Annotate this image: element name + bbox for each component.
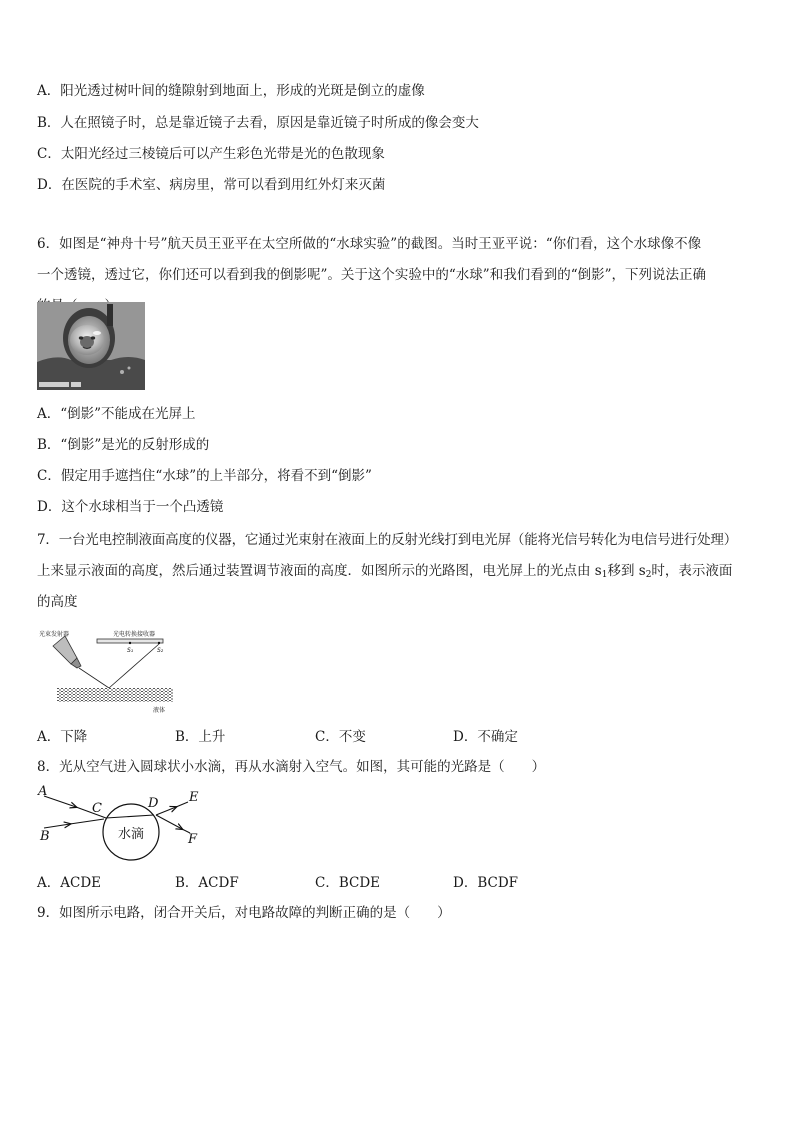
ray-d-to-e-tail xyxy=(176,802,188,807)
q7-option-a: A．下降 xyxy=(37,729,88,745)
incident-ray xyxy=(79,668,109,688)
q8-option-b: B．ACDF xyxy=(175,875,239,891)
ray-d-to-e xyxy=(156,807,176,815)
s1-label: S₁ xyxy=(127,647,134,654)
point-f-label: F xyxy=(188,832,198,847)
q7-option-b: B．上升 xyxy=(175,729,226,745)
q7-stem-line-2-a: 上来显示液面的高度，然后通过装置调节液面的高度．如图所示的光路图，电光屏上的光点由 s xyxy=(37,563,602,579)
q7-stem-line-2-b: 移到 s xyxy=(607,563,646,579)
liquid-label: 液体 xyxy=(153,707,166,714)
q6-option-d: D．这个水球相当于一个凸透镜 xyxy=(37,499,224,515)
q7-stem-line-3: 的高度 xyxy=(37,594,78,610)
q7-options xyxy=(37,727,757,747)
q6-stem-line-2: 一个透镜，透过它，你们还可以看到我的倒影呢”。关于这个实验中的“水球”和我们看到的“倒影”，下列说法正确 xyxy=(37,267,707,283)
q9-stem: 9．如图所示电路，闭合开关后，对电路故障的判断正确的是（ ） xyxy=(37,905,451,921)
q7-option-d: D．不确定 xyxy=(453,729,518,745)
q6-option-b: B．“倒影”是光的反射形成的 xyxy=(37,437,210,453)
q7-light-path-figure xyxy=(37,622,177,718)
q7-stem-line-1: 7．一台光电控制液面高度的仪器，它通过光束射在液面上的反射光线打到电光屏（能将光信号转化为电信号进行处理） xyxy=(37,532,737,548)
q7-stem-line-2-c: 时，表示液面 xyxy=(651,563,733,579)
liquid-surface xyxy=(57,688,173,702)
s2-label: S₂ xyxy=(157,647,164,654)
q5-option-a: A．阳光透过树叶间的缝隙射到地面上，形成的光斑是倒立的虚像 xyxy=(37,83,425,99)
q8-stem: 8．光从空气进入圆球状小水滴，再从水滴射入空气。如图，其可能的光路是（ ） xyxy=(37,759,546,775)
receiver-label: 光电转换接收器 xyxy=(113,631,156,638)
point-b-label: B xyxy=(40,829,50,844)
q5-option-c: C．太阳光经过三棱镜后可以产生彩色光带是光的色散现象 xyxy=(37,146,385,162)
point-e-label: E xyxy=(189,790,199,805)
emitter-label: 光束发射器 xyxy=(39,631,70,638)
q8-option-c: C．BCDE xyxy=(315,875,381,891)
q8-water-drop-figure xyxy=(36,782,204,864)
ray-b-to-c xyxy=(70,819,104,824)
q8-option-d: D．BCDF xyxy=(453,875,519,891)
q7-stem-line-2 xyxy=(37,561,732,585)
water-ball-photo xyxy=(37,302,145,390)
reflected-ray xyxy=(109,644,159,688)
q5-option-d: D．在医院的手术室、病房里，常可以看到用红外灯来灭菌 xyxy=(37,177,386,193)
point-a-label: A xyxy=(38,784,48,799)
q6-option-c: C．假定用手遮挡住“水球”的上半部分，将看不到“倒影” xyxy=(37,468,372,484)
emitter-device xyxy=(53,636,81,668)
q6-stem-line-1: 6．如图是“神舟十号”航天员王亚平在太空所做的“水球实验”的截图。当时王亚平说：“你们看，这个水球像不像 xyxy=(37,236,702,252)
q7-s1-subscript: 1 xyxy=(601,570,608,580)
water-drop-label: 水滴 xyxy=(117,827,145,842)
q7-option-c: C．不变 xyxy=(315,729,366,745)
ray-b-segment xyxy=(44,824,70,828)
q6-option-a: A．“倒影”不能成在光屏上 xyxy=(37,406,196,422)
point-c-label: C xyxy=(92,801,102,816)
q8-option-a: A．ACDE xyxy=(37,875,102,891)
q5-option-b: B．人在照镜子时，总是靠近镜子去看，原因是靠近镜子时所成的像会变大 xyxy=(37,115,479,131)
q8-options xyxy=(37,873,757,893)
ray-a-segment xyxy=(44,796,76,807)
ray-d-to-f xyxy=(156,815,182,829)
point-d-label: D xyxy=(148,796,159,811)
q7-s2-subscript: 2 xyxy=(645,570,652,580)
